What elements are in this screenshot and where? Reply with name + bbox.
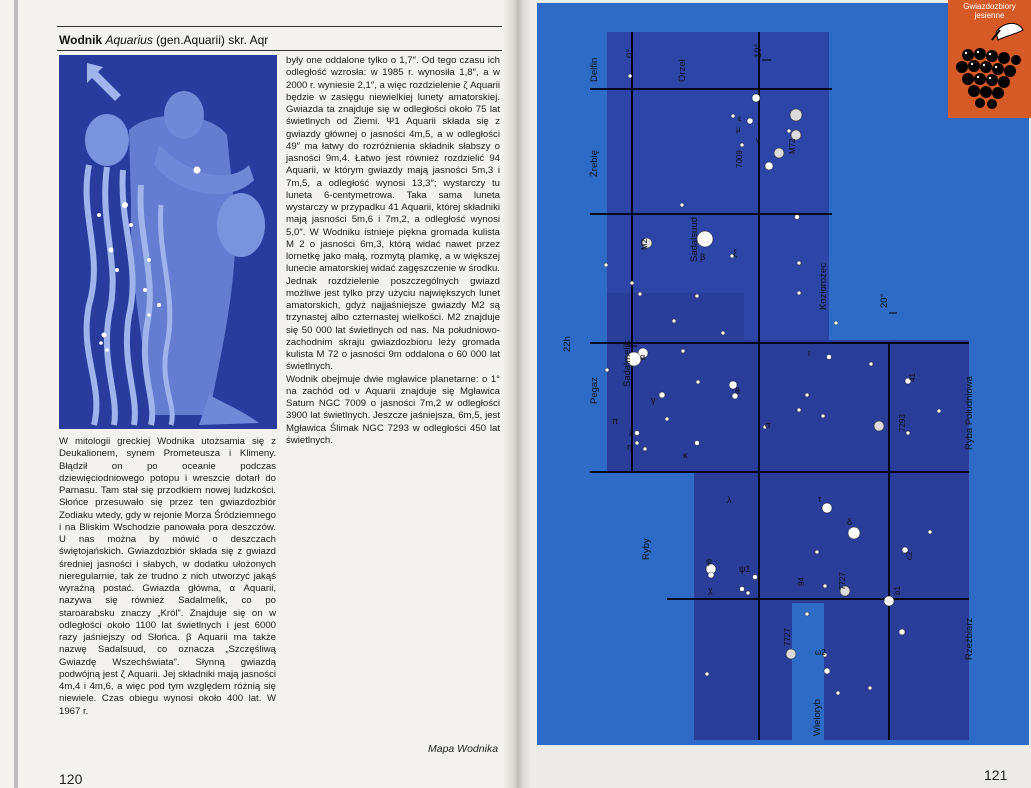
- label-pegaz: Pegaz: [589, 377, 600, 404]
- mythology-paragraph: [59, 436, 276, 718]
- obj-epsilon: ε: [738, 114, 742, 123]
- page-number-left: 120: [59, 771, 83, 787]
- title-genitive: (gen.Aquarii): [156, 33, 225, 47]
- label-koziorozec: Koziorożec: [818, 263, 829, 310]
- title-abbr: Aqr: [249, 33, 269, 47]
- title-abbr-prefix: skr.: [228, 33, 247, 47]
- obj-beta: β: [700, 252, 706, 262]
- page-number-right: 121: [984, 767, 1008, 783]
- obj-pi: π: [612, 416, 619, 426]
- label-wieloryb: Wieloryb: [812, 699, 823, 736]
- obj-7727: 7727: [783, 628, 792, 646]
- description-paragraph-1: były one oddalone tylko o 1,7″. Od tego czasu ich odległość wzrosła: w 1985 r. wynosiła 1,8″, a w 2000 r. wyniesie 2,1″, a więc rozdzielenie ζ Aquarii będzie w zasięgu niewielkiej lunety amatorskiej. Gwiazda ta znajduje się w odległości około 75 lat świetlnych od Ziemi. Ψ1 Aquarii składa się z gwiazdy głównej o jasności 4m,5, a w odległości 49″ ma łatwy do rozróżnienia składnik słabszy o jasności 9m,4. Łatwo jest również rozdzielić 94 Aquarii, w którym gwiazdy mają jasności 5m,3 i 7m,5, a odległość wynosi 13,3″; wystarczy tu luneta 6-centymetrowa. Taka sama luneta wystarczy w przypadku 41 Aquarii, której składniki mają jasności 5m,6 i 7m,2, a odległość wynosi 5,0″. W Wodniku istnieje piękna gromada kulista M 2 o jasności 6m,3, którą widać nawet przez lornetkę jako małą, rozmytą plamkę, a w większej lunecie amatorskiej widać zagęszczenie w środku. Jednak rozdzielenie poszczególnych gwiazd możliwe jest tylko przy użyciu największych lunet amatorskich, gdyż najjaśniejsze gwiazdy M2 są trzynastej albo czternastej wielkości. M2 znajduje się 50 000 lat świetlnych od nas. Na południowo-zachodnim skraju gwiazdozbioru leży gromada kulista M 72 o jasności 9m oddalona o 60 000 lat świetlnych.: [286, 55, 501, 373]
- map-caption: Mapa Wodnika: [428, 743, 499, 755]
- obj-delta: δ: [847, 517, 853, 527]
- obj-eta: η: [627, 442, 633, 452]
- season-badge: [948, 0, 1031, 118]
- title-name: Wodnik: [59, 33, 103, 47]
- obj-iota: ι: [808, 348, 810, 358]
- obj-7009: 7009: [735, 150, 744, 168]
- badge-line-2: jesienne: [974, 11, 1005, 20]
- obj-m2: M2: [640, 238, 649, 250]
- description-paragraph-2: Wodnik obejmuje dwie mgławice planetarne: o 1° na zachód od ν Aquarii znajduje się Mgławica Saturn NGC 7009 o jasności 7m,2 w odległości 3900 lat świetlnych. Jeszcze jaśniejsza, 6m,5, jest Mgławica Ślimak NGC 7293 w odległości 450 lat świetlnych.: [286, 373, 500, 446]
- obj-41: 41: [908, 373, 917, 382]
- aquarius-illustration: [59, 55, 277, 429]
- obj-7492: 7727: [838, 572, 847, 590]
- obj-zeta: ζ: [629, 428, 633, 438]
- obj-m72: M72: [788, 138, 797, 154]
- book-gutter: [503, 0, 531, 788]
- description-column: [286, 55, 500, 447]
- coord-20deg: 20°: [879, 293, 890, 308]
- obj-sigma: σ: [765, 420, 771, 430]
- label-ryby: Ryby: [641, 538, 652, 560]
- top-rule: [57, 26, 502, 27]
- label-sadalsuud: Sadalsuud: [689, 217, 700, 262]
- obj-nu: ν: [756, 136, 760, 145]
- obj-7293: 7293: [898, 414, 907, 432]
- obj-xi: ξ: [733, 248, 738, 258]
- label-zrebie: Źrebię: [589, 150, 600, 177]
- coord-22h: 22h: [562, 336, 573, 352]
- mythology-text: W mitologii greckiej Wodnika utożsamia się z Deukalionem, synem Prometeusza i Klimeny. Błądził on po oceanie podczas dziewięciodniowego potopu i wreszcie dotarł do Parnasu. Tam stał się przodkiem nowej ludzkości. Słońce przesuwało się przez ten gwiazdozbiór Zodiaku wtedy, gdy w rejonie Morza Śródziemnego i na Bliskim Wschodzie panowała pora deszczów. U nas można by mówić o deszczach świętojańskich. Gwiazdozbiór składa się z gwiazd średniej jasności i słabych, w dodatku ułożonych nieregularnie, tak że trudno z nich utworzyć jakąś wyraźną postać. Gwiazda główna, α Aquarii, nazywa się również Sadalmelik, co po staroarabsku znaczy „Król”. Znajduje się on w odległości około 1100 lat świetlnych i jest 6000 razy jaśniejszy od Słońca. β Aquarii ma także nazwę Sadalsuud, co oznacza „Szczęśliwą Gwiazdę Wszechświata”. Słynną gwiazdą podwójną jest ζ Aquarii. Jej składniki mają jasności 4m,4 i 4m,6, a więc pod tym względem różnią się niewiele. Czas obiegu wynosi około 400 lat. W 1967 r.: [59, 436, 276, 717]
- obj-b1: b1: [893, 586, 902, 595]
- coord-0deg: 0°: [625, 48, 636, 58]
- coord-10deg: 10°: [753, 43, 764, 58]
- page-title: [59, 33, 268, 47]
- obj-kappa: κ: [683, 450, 688, 460]
- page-edge: [14, 0, 18, 788]
- obj-alpha: α: [640, 352, 646, 362]
- water-bearer-figure: [59, 55, 277, 429]
- title-latin: Aquarius: [105, 33, 153, 47]
- label-orzel: Orzeł: [677, 59, 688, 82]
- obj-mu: μ: [736, 125, 741, 134]
- obj-omega2: ω2: [815, 648, 826, 657]
- label-ryba-poludniowa: Ryba Południowa: [964, 376, 975, 450]
- grapes-icon: [948, 0, 1031, 118]
- label-rzezbiarz: Rzeźbiarz: [964, 617, 975, 660]
- obj-chi: χ: [708, 585, 713, 595]
- obj-94: 94: [797, 577, 806, 586]
- label-delfin: Delfin: [589, 57, 600, 82]
- title-rule: [57, 50, 502, 51]
- obj-c2: c2: [905, 551, 914, 560]
- label-sadalmelik: Sadalmelik: [622, 340, 633, 387]
- badge-line-1: Gwiazdozbiory: [963, 2, 1016, 11]
- obj-psi1: ψ1: [739, 564, 751, 574]
- obj-phi: φ: [706, 556, 712, 566]
- obj-gamma: γ: [651, 395, 656, 405]
- obj-tau: τ: [818, 494, 822, 504]
- obj-lambda: λ: [727, 495, 732, 505]
- obj-theta: θ: [735, 386, 741, 396]
